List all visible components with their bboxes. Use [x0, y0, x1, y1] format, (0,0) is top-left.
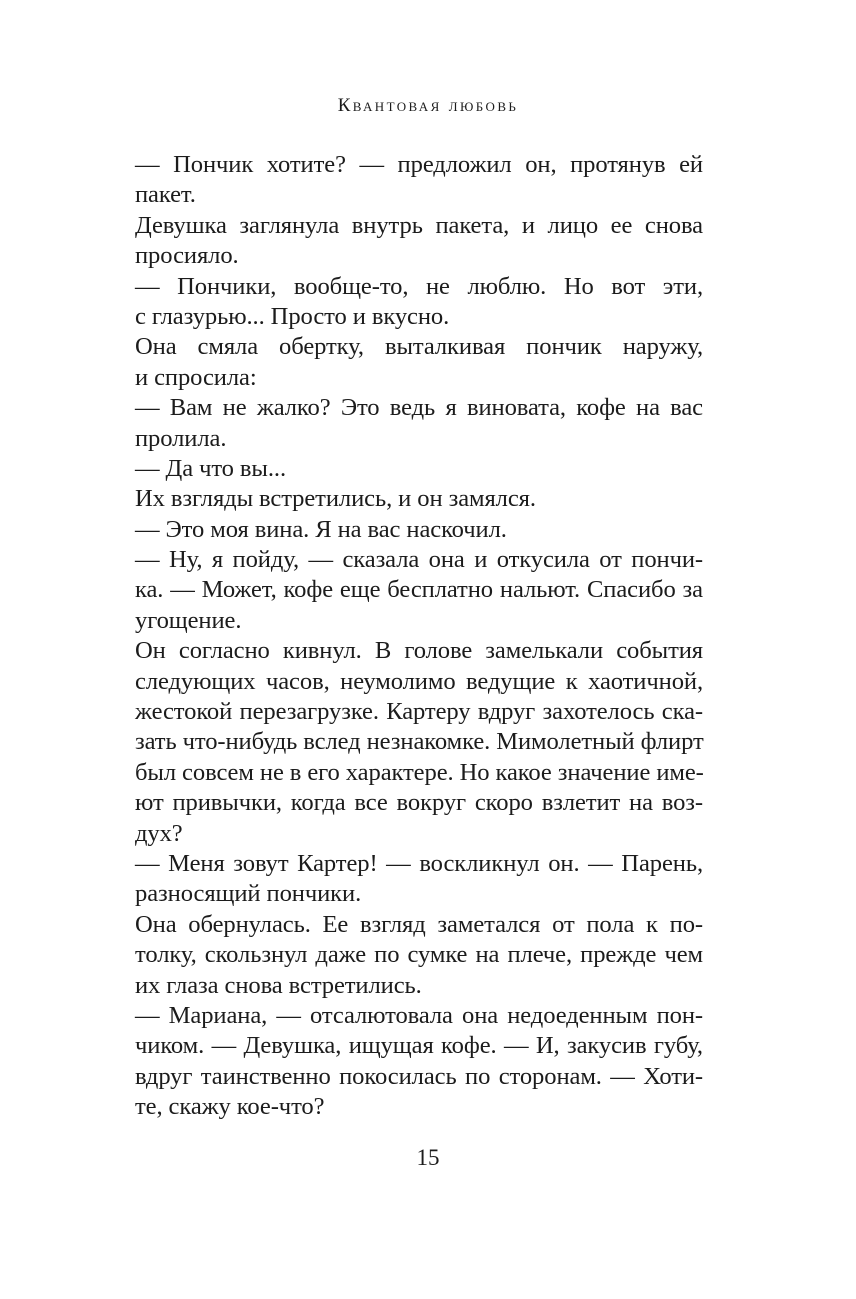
text-line: Их взгляды встретились, и он замялся. [135, 485, 536, 513]
text-line: — Меня зовут Картер! — воскликнул он. — Парень, [135, 849, 703, 877]
text-line: толку, скользнул даже по сумке на плече, прежде чем [135, 941, 703, 969]
text-line: — Пончики, вообще-то, не люблю. Но вот эти, [135, 272, 703, 300]
text-line: ка. — Может, кофе еще бесплатно нальют. Спасибо за [135, 576, 703, 604]
text-line: их глаза снова встретились. [135, 971, 422, 999]
text-line: — Это моя вина. Я на вас наскочил. [135, 515, 507, 543]
text-line: чиком. — Девушка, ищущая кофе. — И, закусив губу, [135, 1032, 703, 1060]
text-line: ют привычки, когда все вокруг скоро взлетит на воз- [135, 789, 703, 817]
text-line: Он согласно кивнул. В голове замелькали события [135, 637, 703, 665]
text-line: — Мариана, — отсалютовала она недоеденным пон- [135, 1001, 703, 1029]
text-line: Она обернулась. Ее взгляд заметался от пола к по- [135, 910, 703, 938]
text-line: Она смяла обертку, выталкивая пончик наружу, [135, 333, 703, 361]
text-line: пакет. [135, 181, 196, 209]
text-line: те, скажу кое-что? [135, 1093, 325, 1121]
text-line: зать что-нибудь вслед незнакомке. Мимолетный флирт [135, 728, 704, 756]
text-line: жестокой перезагрузке. Картеру вдруг захотелось ска- [135, 698, 703, 726]
text-line: разносящий пончики. [135, 880, 362, 908]
text-line: и спросила: [135, 363, 257, 391]
text-line: Девушка заглянула внутрь пакета, и лицо ее снова [135, 211, 703, 239]
text-line: угощение. [135, 606, 242, 634]
text-line: был совсем не в его характере. Но какое значение име- [135, 758, 704, 786]
text-line: следующих часов, неумолимо ведущие к хаотичной, [135, 667, 703, 695]
running-title: Квантовая любовь [337, 95, 519, 116]
text-line: вдруг таинственно покосилась по сторонам. — Хоти- [135, 1062, 703, 1090]
text-line: — Да что вы... [135, 454, 287, 482]
text-line: с глазурью... Просто и вкусно. [135, 302, 450, 330]
text-line: пролила. [135, 424, 227, 452]
text-line: — Пончик хотите? — предложил он, протянув ей [135, 151, 703, 178]
text-line: дух? [135, 819, 183, 847]
page-number: 15 [416, 1145, 440, 1170]
text-line: просияло. [135, 242, 239, 270]
body-text [135, 150, 703, 1123]
text-line: — Ну, я пойду, — сказала она и откусила от пончи- [135, 546, 703, 574]
text-line: — Вам не жалко? Это ведь я виновата, кофе на вас [135, 394, 703, 422]
